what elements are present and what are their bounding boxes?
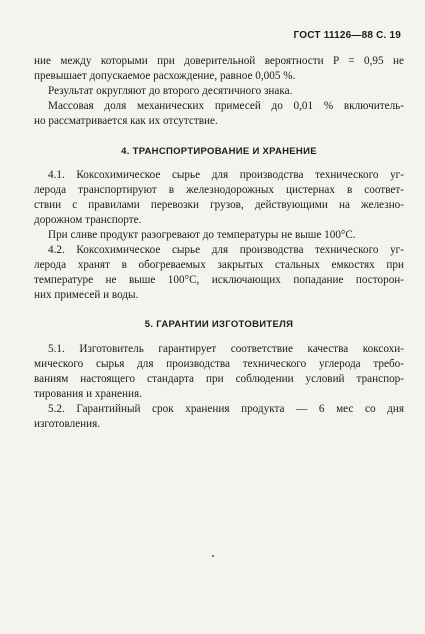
text-line: дорожном транспорте.	[34, 214, 142, 226]
text-line: тирования и хранения.	[34, 388, 142, 400]
section-4-heading: 4. ТРАНСПОРТИРОВАНИЕ И ХРАНЕНИЕ	[121, 146, 317, 157]
text-line: лерода транспортируют в железнодорожных цистернах в соответ-	[34, 184, 404, 196]
page-speck-mark	[212, 555, 214, 557]
paragraph-4-1	[34, 168, 404, 228]
text-line: 5.2. Гарантийный срок хранения продукта — 6 мес со дня	[48, 403, 404, 415]
page-header: ГОСТ 11126—88 С. 19	[293, 30, 401, 41]
text-line: изготовления.	[34, 418, 101, 430]
paragraph-rounding	[34, 84, 404, 99]
text-line: При сливе продукт разогревают до температуры не выше 100°С.	[48, 229, 356, 241]
text-line: лерода хранят в обогреваемых закрытых стальных емкостях при	[34, 259, 404, 271]
text-line: но рассматривается как их отсутствие.	[34, 115, 218, 127]
paragraph-5-1	[34, 342, 404, 402]
text-line: 4.1. Коксохимическое сырье для производства технического уг-	[48, 169, 404, 181]
text-line: мического сырья для производства технического углерода требо-	[34, 358, 404, 370]
paragraph-mass-fraction	[34, 99, 404, 129]
text-line: них примесей и воды.	[34, 289, 139, 301]
text-line: ние между которыми при доверительной вероятности P = 0,95 не	[34, 55, 404, 67]
paragraph-5-2	[34, 402, 404, 432]
text-line: ваниям настоящего стандарта при соблюдении условий транспор-	[34, 373, 404, 385]
text-line: Результат округляют до второго десятичного знака.	[48, 85, 293, 97]
text-line: Массовая доля механических примесей до 0,01 % включитель-	[48, 100, 404, 112]
text-line: температуре не выше 100°С, исключающих попадание посторон-	[34, 274, 404, 286]
text-line: ствии с правилами перевозки грузов, действующими на железно-	[34, 199, 404, 211]
text-line: 4.2. Коксохимическое сырье для производства технического уг-	[48, 244, 404, 256]
paragraph-4-2	[34, 243, 404, 303]
section-5-heading: 5. ГАРАНТИИ ИЗГОТОВИТЕЛЯ	[144, 319, 294, 330]
paragraph-4-1-heating	[34, 228, 404, 243]
paragraph-continuation	[34, 54, 404, 84]
document-body	[34, 54, 404, 432]
text-line: превышает допускаемое расхождение, равное 0,005 %.	[34, 70, 296, 82]
text-line: 5.1. Изготовитель гарантирует соответствие качества коксохи-	[48, 343, 404, 355]
